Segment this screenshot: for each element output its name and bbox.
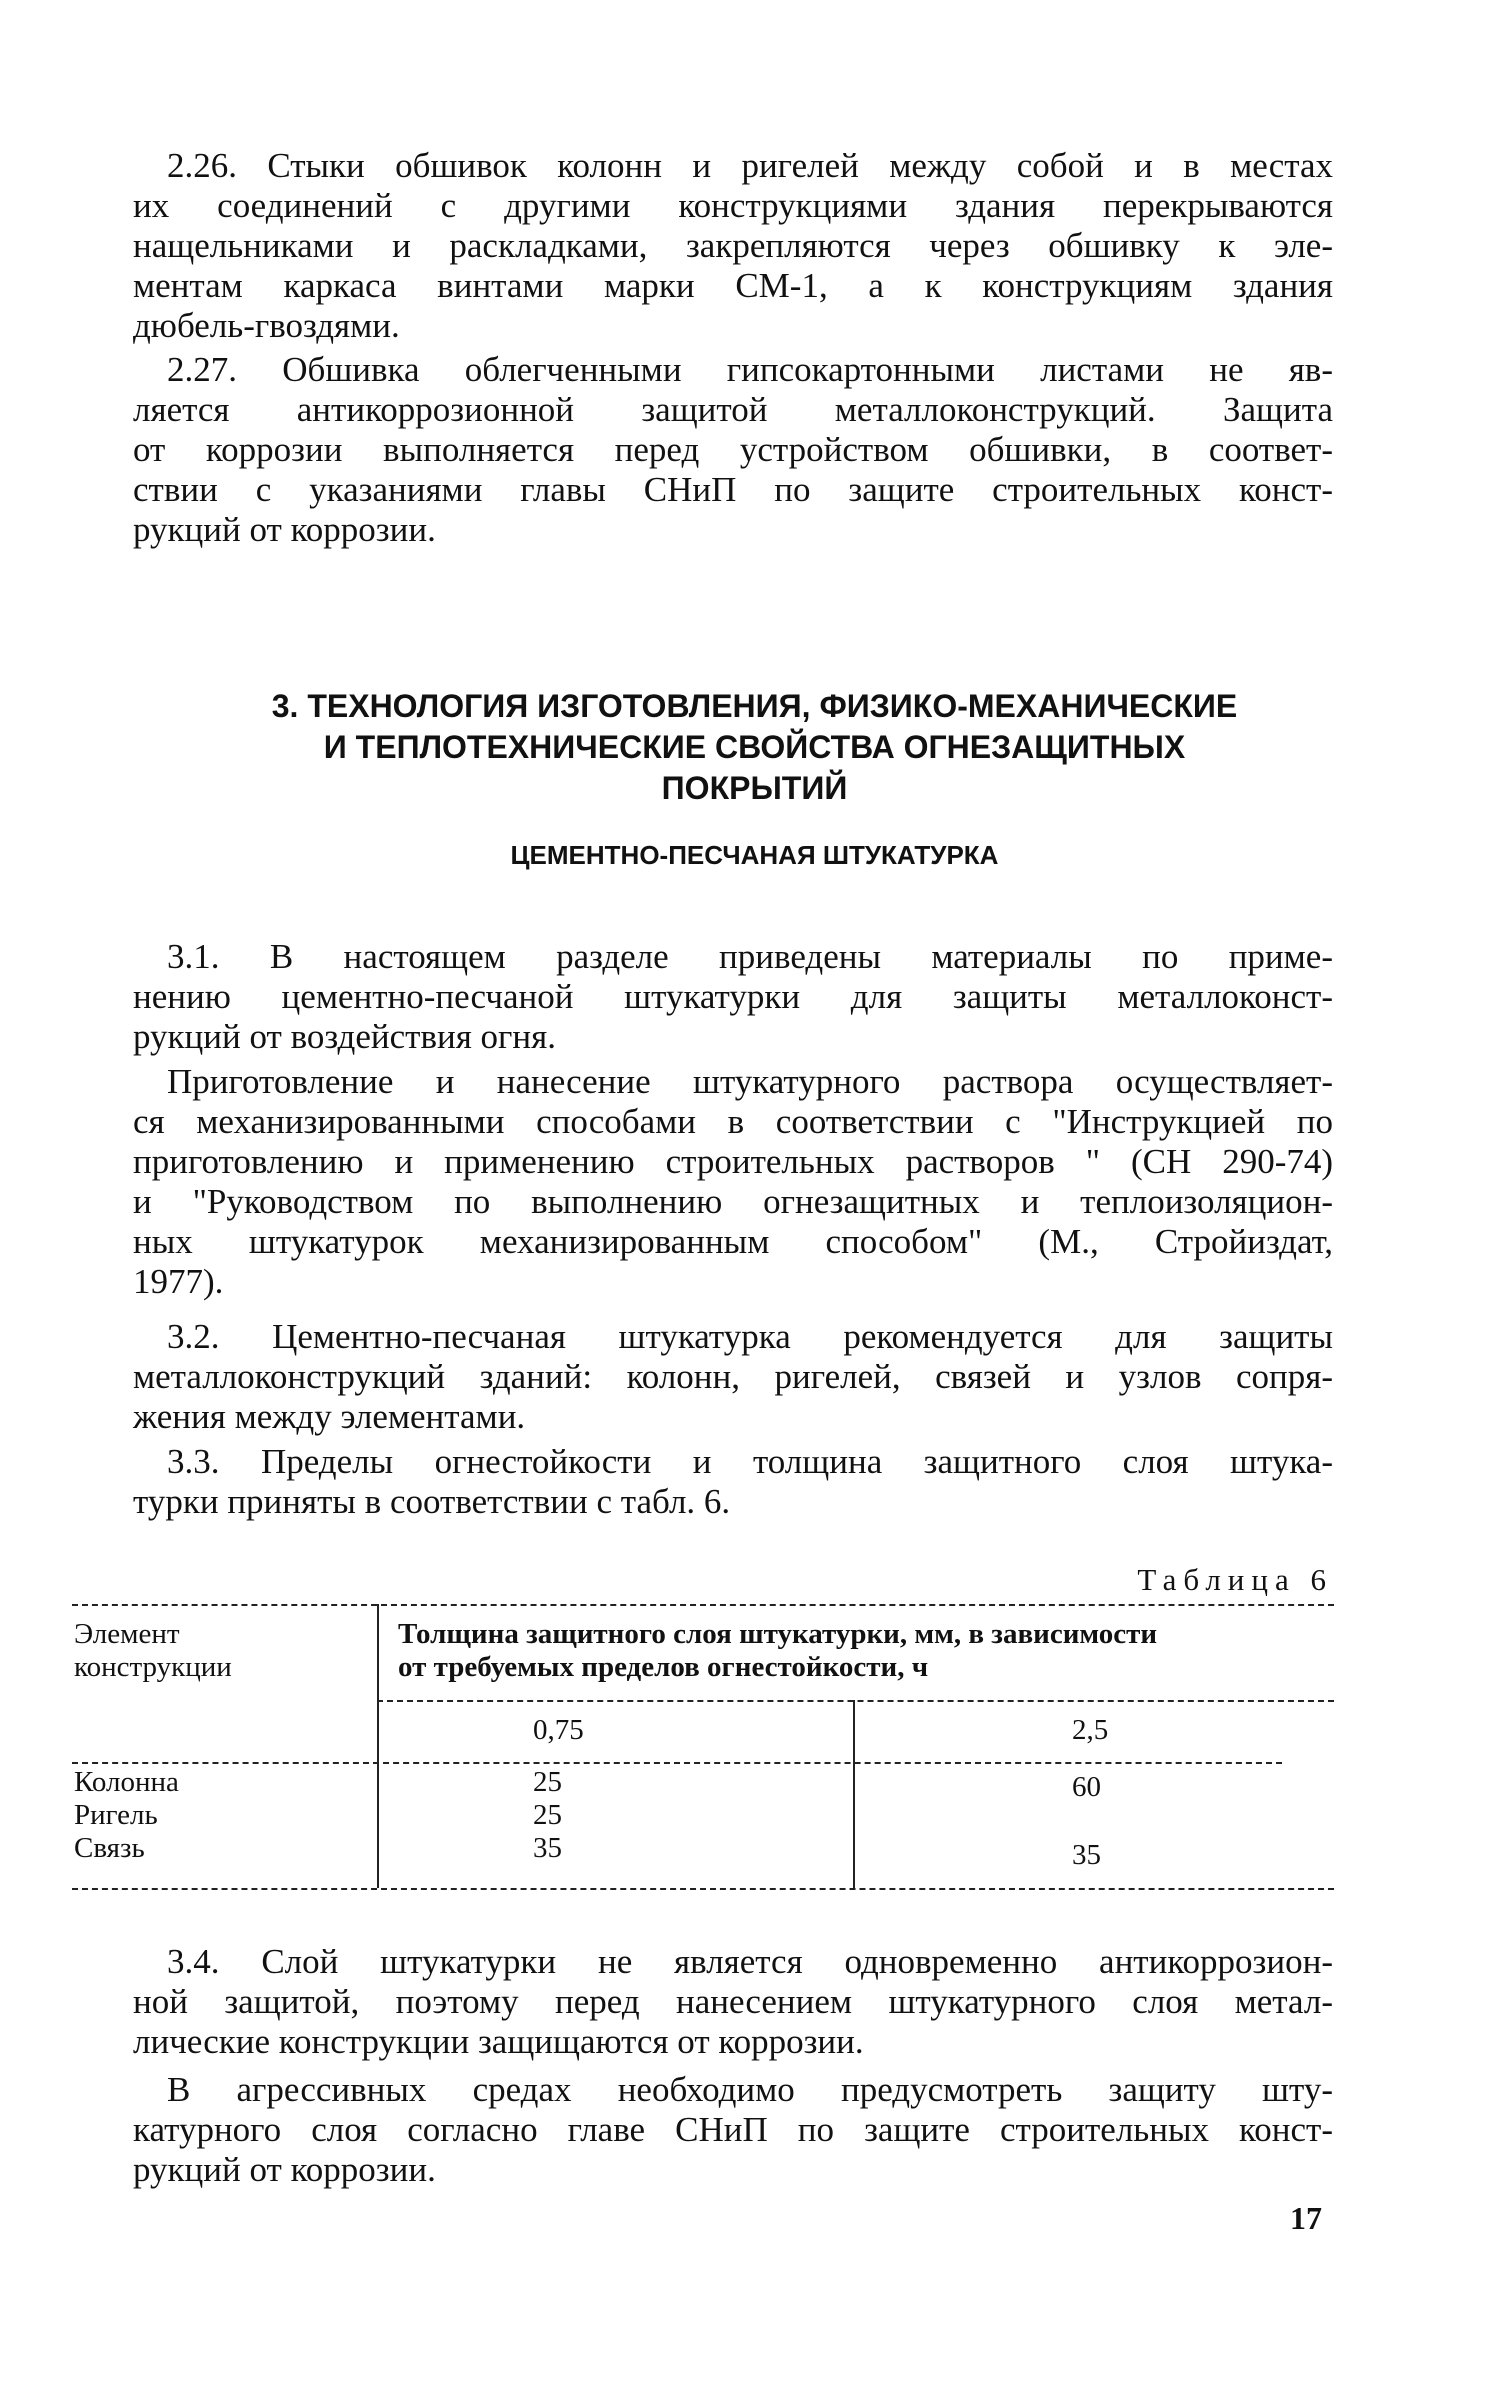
text-line: турки приняты в соответствии с табл. 6. xyxy=(133,1482,731,1521)
section-heading-line-2: И ТЕПЛОТЕХНИЧЕСКИЕ СВОЙСТВА ОГНЕЗАЩИТНЫХ xyxy=(323,729,1186,765)
table-cell: 25 xyxy=(533,1766,562,1798)
subheader-0-75: 0,75 xyxy=(533,1714,584,1746)
table-rule xyxy=(377,1700,1334,1702)
text-line: ной защитой, поэтому перед нанесением штукатурного слоя метал- xyxy=(133,1982,1333,2021)
text-line: нащельниками и раскладками, закрепляются через обшивку к эле- xyxy=(133,226,1333,265)
text-line: катурного слоя согласно главе СНиП по защите строительных конст- xyxy=(133,2110,1333,2149)
section-heading-line-3: ПОКРЫТИЙ xyxy=(661,770,848,806)
table-rule xyxy=(72,1888,1334,1890)
paragraph-preparation xyxy=(133,1062,1333,1302)
text-line: металлоконструкций зданий: колонн, ригелей, связей и узлов сопря- xyxy=(133,1357,1333,1396)
table-column-divider xyxy=(853,1700,855,1888)
table-row: Колонна xyxy=(74,1766,179,1798)
paragraph-aggressive xyxy=(133,2070,1333,2190)
text-line: ся механизированными способами в соответствии с "Инструкцией по xyxy=(133,1102,1333,1141)
text-line: 2.27. Обшивка облегченными гипсокартонными листами не яв- xyxy=(167,350,1333,389)
text-line: 3.2. Цементно-песчаная штукатурка рекомендуется для защиты xyxy=(167,1317,1333,1356)
text-line: 3.1. В настоящем разделе приведены материалы по приме- xyxy=(167,937,1333,976)
text-line: ных штукатурок механизированным способом" (М., Стройиздат, xyxy=(133,1222,1333,1261)
paragraph-2-27 xyxy=(133,350,1333,550)
text-line: их соединений с другими конструкциями здания перекрываются xyxy=(133,186,1333,225)
text-line: 3.4. Слой штукатурки не является одновременно антикоррозион- xyxy=(167,1942,1333,1981)
text-line: В агрессивных средах необходимо предусмотреть защиту шту- xyxy=(167,2070,1333,2109)
table-rule xyxy=(72,1762,1282,1764)
table-cell: 35 xyxy=(533,1832,562,1864)
text-line: нению цементно-песчаной штукатурки для защиты металлоконст- xyxy=(133,977,1333,1016)
subheading: ЦЕМЕНТНО-ПЕСЧАНАЯ ШТУКАТУРКА xyxy=(510,840,999,870)
table-rule xyxy=(72,1604,1334,1606)
text-line: ствии с указаниями главы СНиП по защите строительных конст- xyxy=(133,470,1333,509)
header-thickness: Толщина защитного слоя штукатурки, мм, в зависимости от требуемых пределов огнестойкости, ч xyxy=(398,1618,1158,1683)
table-caption: Таблица 6 xyxy=(1137,1562,1333,1597)
text-line: рукций от коррозии. xyxy=(133,510,436,549)
paragraph-3-1 xyxy=(133,937,1333,1057)
subheader-2-5: 2,5 xyxy=(1072,1714,1109,1746)
table-cell: 35 xyxy=(1072,1839,1101,1871)
text-line: 1977). xyxy=(133,1262,224,1301)
paragraph-2-26 xyxy=(133,146,1333,346)
text-line: рукций от воздействия огня. xyxy=(133,1017,556,1056)
text-line: Приготовление и нанесение штукатурного раствора осуществляет- xyxy=(167,1062,1333,1101)
text-line: дюбель-гвоздями. xyxy=(133,306,400,345)
table-cell: 25 xyxy=(533,1799,562,1831)
page-number: 17 xyxy=(1290,2200,1322,2236)
table-row: Связь xyxy=(74,1832,145,1864)
text-line: ляется антикоррозионной защитой металлоконструкций. Защита xyxy=(133,390,1333,429)
header-element: Элемент конструкции xyxy=(74,1618,232,1683)
text-line: ментам каркаса винтами марки СМ-1, а к конструкциям здания xyxy=(133,266,1333,305)
paragraph-3-3 xyxy=(133,1442,1333,1522)
text-line: приготовлению и применению строительных растворов " (СН 290-74) xyxy=(133,1142,1333,1181)
text-line: 3.3. Пределы огнестойкости и толщина защитного слоя штука- xyxy=(167,1442,1333,1481)
text-line: и "Руководством по выполнению огнезащитных и теплоизоляцион- xyxy=(133,1182,1333,1221)
paragraph-3-2 xyxy=(133,1317,1333,1437)
text-line: жения между элементами. xyxy=(133,1397,526,1436)
section-heading-line-1: 3. ТЕХНОЛОГИЯ ИЗГОТОВЛЕНИЯ, ФИЗИКО-МЕХАНИЧЕСКИЕ xyxy=(271,688,1238,724)
paragraph-3-4 xyxy=(133,1942,1333,2062)
text-line: 2.26. Стыки обшивок колонн и ригелей между собой и в местах xyxy=(167,146,1333,185)
text-line: от коррозии выполняется перед устройством обшивки, в соответ- xyxy=(133,430,1333,469)
table-row: Ригель xyxy=(74,1799,158,1831)
text-line: рукций от коррозии. xyxy=(133,2150,436,2189)
text-line: лические конструкции защищаются от коррозии. xyxy=(133,2022,864,2061)
table-column-divider xyxy=(377,1604,379,1888)
table-cell: 60 xyxy=(1072,1771,1101,1803)
